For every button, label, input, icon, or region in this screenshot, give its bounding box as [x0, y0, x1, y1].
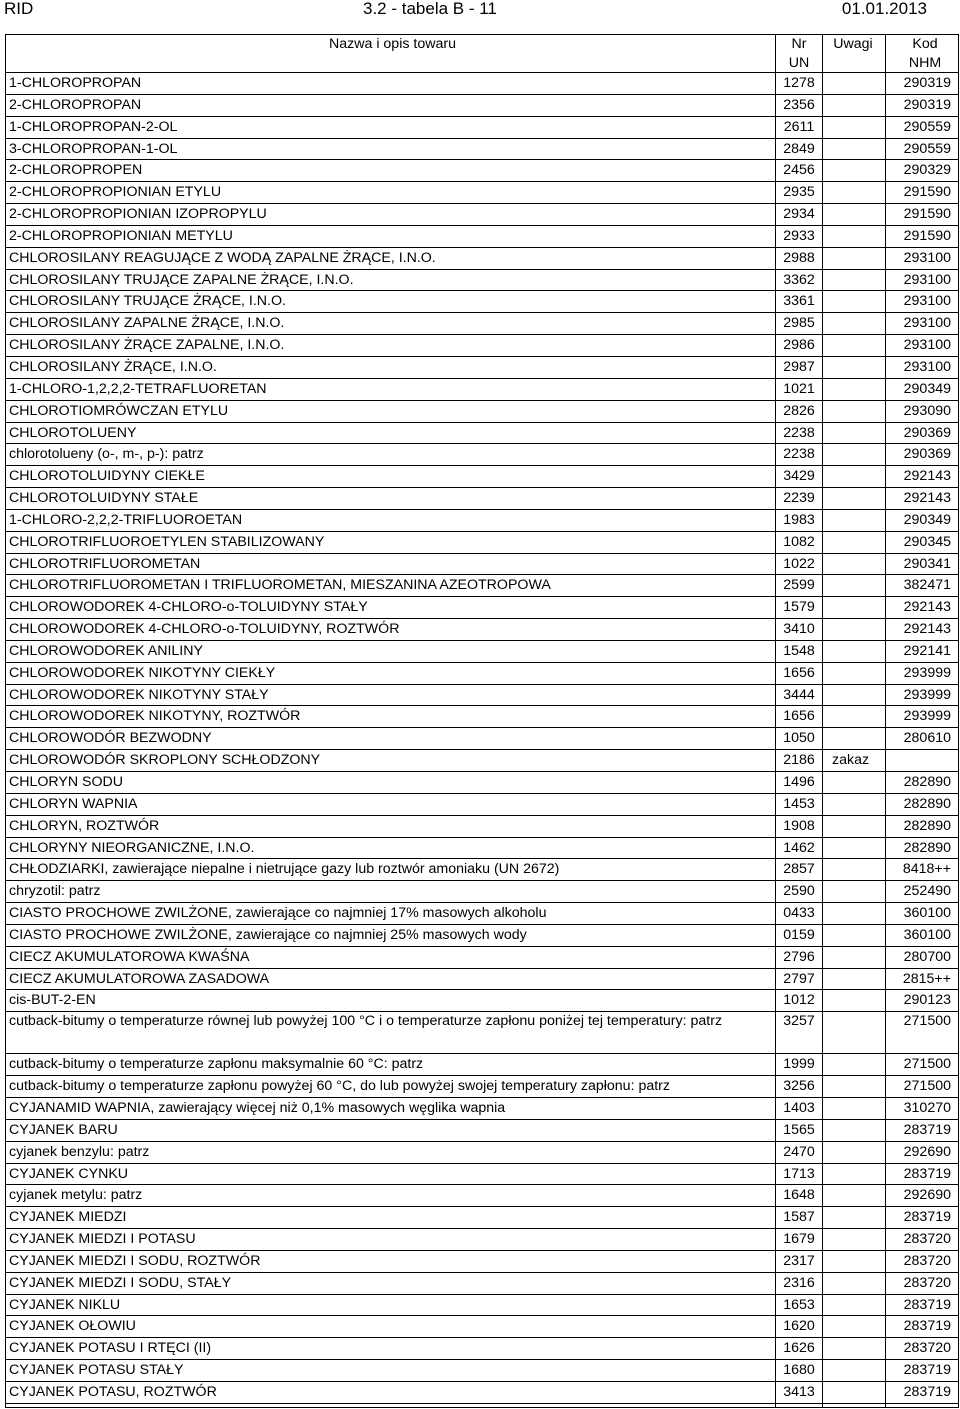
- cell-nr-un: 3257: [783, 1013, 815, 1030]
- cell-name: CIASTO PROCHOWE ZWILŻONE, zawierające co najmniej 25% masowych wody: [9, 926, 527, 943]
- cell-nr-un: 2849: [783, 140, 815, 157]
- cell-kod-nhm: 290369: [903, 446, 951, 463]
- cell-kod-nhm: 282890: [903, 817, 951, 834]
- col-nr-line2: UN: [788, 55, 810, 71]
- cell-name: 1-CHLOROPROPAN-2-OL: [9, 118, 178, 135]
- cell-kod-nhm: 290319: [903, 96, 951, 113]
- table-row: [5, 73, 959, 95]
- cell-uwagi: zakaz: [832, 752, 870, 769]
- cell-name: CIASTO PROCHOWE ZWILŻONE, zawierające co najmniej 17% masowych alkoholu: [9, 905, 547, 922]
- cell-nr-un: 2356: [783, 96, 815, 113]
- table-row: [5, 903, 959, 925]
- cell-name: CHLOROWODOREK NIKOTYNY STAŁY: [9, 686, 269, 703]
- cell-name: cutback-bitumy o temperaturze równej lub powyżej 100 °C i o temperaturze zapłonu poniżej tej temperatury: patrz: [9, 1013, 723, 1030]
- cell-name: 2-CHLOROPROPEN: [9, 162, 143, 179]
- cell-nr-un: 1012: [783, 992, 815, 1009]
- cell-name: 1-CHLORO-2,2,2-TRIFLUOROETAN: [9, 511, 243, 528]
- cell-kod-nhm: 282890: [903, 795, 951, 812]
- table-row: [5, 1229, 959, 1251]
- cell-nr-un: 1278: [783, 75, 815, 91]
- cell-name: CYJANEK MIEDZI: [9, 1209, 127, 1226]
- cell-nr-un: 2611: [783, 118, 815, 135]
- cell-kod-nhm: 293100: [903, 293, 951, 310]
- cell-name: CHLOROWODOREK 4-CHLORO-o-TOLUIDYNY, ROZTWÓR: [9, 621, 400, 638]
- cell-nr-un: 1022: [783, 555, 815, 572]
- cell-nr-un: 3361: [783, 293, 815, 310]
- cell-nr-un: 1653: [783, 1296, 815, 1313]
- cell-nr-un: 3444: [783, 686, 815, 703]
- cell-nr-un: 1587: [783, 1209, 815, 1226]
- cell-nr-un: 1021: [783, 380, 815, 397]
- cell-nr-un: 2934: [783, 206, 815, 223]
- cell-name: CHLOROWODOREK 4-CHLORO-o-TOLUIDYNY STAŁY: [9, 599, 368, 616]
- cell-kod-nhm: 292690: [903, 1143, 951, 1160]
- cell-nr-un: 2470: [783, 1143, 815, 1160]
- table-row: [5, 685, 959, 707]
- cell-kod-nhm: 8418++: [902, 861, 951, 878]
- table-row: [5, 859, 959, 881]
- table-row: [5, 1120, 959, 1142]
- cell-kod-nhm: 292143: [903, 621, 951, 638]
- cell-nr-un: 3256: [783, 1078, 815, 1095]
- cell-nr-un: 1620: [783, 1318, 815, 1335]
- cell-name: CYJANEK NIKLU: [9, 1296, 121, 1313]
- cell-nr-un: 1626: [783, 1340, 815, 1357]
- table-row: [5, 1251, 959, 1273]
- cell-kod-nhm: 292141: [903, 642, 951, 659]
- table-row: [5, 379, 959, 401]
- table-row: [5, 750, 959, 772]
- table-row: [5, 270, 959, 292]
- cell-name: CHLOROTRIFLUOROETYLEN STABILIZOWANY: [9, 533, 325, 550]
- cell-nr-un: 2857: [783, 861, 815, 878]
- cell-name: CHLOROTRIFLUOROMETAN: [9, 555, 201, 572]
- table-body: [5, 73, 959, 1404]
- table-row: [5, 357, 959, 379]
- table-row: [5, 1207, 959, 1229]
- cell-name: CHLOROTRIFLUOROMETAN I TRIFLUOROMETAN, MIESZANINA AZEOTROPOWA: [9, 577, 551, 594]
- cell-nr-un: 1679: [783, 1231, 815, 1248]
- table-row: [5, 925, 959, 947]
- cell-kod-nhm: 282890: [903, 774, 951, 790]
- cell-name: 2-CHLOROPROPIONIAN METYLU: [9, 227, 233, 244]
- cell-kod-nhm: 290345: [903, 533, 951, 550]
- table-row: [5, 1273, 959, 1295]
- cell-name: CHLOROSILANY REAGUJĄCE Z WODĄ ZAPALNE ŻRĄCE, I.N.O.: [9, 249, 436, 266]
- cell-name: CHLOROWODÓR BEZWODNY: [9, 730, 212, 747]
- table-row: [5, 554, 959, 576]
- table-row: [5, 95, 959, 117]
- table-row: [5, 641, 959, 663]
- cell-kod-nhm: 283719: [903, 1383, 951, 1400]
- col-kod-line2: NHM: [908, 55, 942, 71]
- col-kod-line1: Kod: [912, 36, 938, 52]
- cell-nr-un: 2988: [783, 249, 815, 266]
- cell-nr-un: 1462: [783, 839, 815, 856]
- table-row: [5, 160, 959, 182]
- table-row: [5, 335, 959, 357]
- cell-kod-nhm: 283720: [903, 1231, 951, 1248]
- cell-name: CHLORYN WAPNIA: [9, 795, 138, 812]
- table-row: [5, 139, 959, 161]
- cell-nr-un: 1983: [783, 511, 815, 528]
- cell-name: CYJANEK POTASU, ROZTWÓR: [9, 1383, 217, 1400]
- cell-name: CHLOROTOLUENY: [9, 424, 137, 441]
- cell-kod-nhm: 310270: [903, 1099, 951, 1116]
- cell-nr-un: 1565: [783, 1121, 815, 1138]
- cell-nr-un: 2985: [783, 315, 815, 332]
- cell-nr-un: 2796: [783, 948, 815, 965]
- table-row: [5, 1360, 959, 1382]
- cell-nr-un: 3429: [783, 468, 815, 485]
- cell-nr-un: 1050: [783, 730, 815, 747]
- table-row: [5, 1098, 959, 1120]
- table-row: [5, 226, 959, 248]
- table-row: [5, 728, 959, 750]
- cell-name: CHLOROWODOREK ANILINY: [9, 642, 203, 659]
- cell-kod-nhm: 290349: [903, 511, 951, 528]
- table-row: [5, 1316, 959, 1338]
- cell-name: 1-CHLOROPROPAN: [9, 75, 142, 91]
- cell-nr-un: 2316: [783, 1274, 815, 1291]
- cell-kod-nhm: 283719: [903, 1209, 951, 1226]
- table-row: [5, 401, 959, 423]
- cell-nr-un: 2239: [783, 490, 815, 507]
- cell-name: CHLORYN SODU: [9, 774, 124, 790]
- cell-kod-nhm: 283719: [903, 1362, 951, 1379]
- page-header: [0, 0, 960, 22]
- table-row: [5, 1076, 959, 1098]
- cell-kod-nhm: 293090: [903, 402, 951, 419]
- cell-name: CYJANEK MIEDZI I SODU, STAŁY: [9, 1274, 232, 1291]
- cell-nr-un: 3410: [783, 621, 815, 638]
- cell-nr-un: 2987: [783, 358, 815, 375]
- cell-name: CYJANAMID WAPNIA, zawierający więcej niż 0,1% masowych węglika wapnia: [9, 1099, 506, 1116]
- cell-nr-un: 1403: [783, 1099, 815, 1116]
- cell-kod-nhm: 293999: [903, 686, 951, 703]
- cell-kod-nhm: 283720: [903, 1274, 951, 1291]
- table-row: [5, 117, 959, 139]
- cell-name: cutback-bitumy o temperaturze zapłonu powyżej 60 °C, do lub powyżej swojej temperatury zapłonu: patrz: [9, 1078, 670, 1095]
- cell-kod-nhm: 292143: [903, 468, 951, 485]
- table-row: [5, 706, 959, 728]
- cell-kod-nhm: 271500: [903, 1013, 951, 1030]
- cell-kod-nhm: 283720: [903, 1252, 951, 1269]
- cell-nr-un: 2238: [783, 424, 815, 441]
- cell-kod-nhm: 291590: [903, 227, 951, 244]
- cell-name: 3-CHLOROPROPAN-1-OL: [9, 140, 178, 157]
- cell-kod-nhm: 292143: [903, 490, 951, 507]
- cell-name: 1-CHLORO-1,2,2,2-TETRAFLUORETAN: [9, 380, 267, 397]
- cell-kod-nhm: 293999: [903, 664, 951, 681]
- table-row: [5, 1054, 959, 1076]
- cell-nr-un: 2590: [783, 883, 815, 900]
- cell-kod-nhm: 290559: [903, 118, 951, 135]
- cell-name: CYJANEK CYNKU: [9, 1165, 129, 1182]
- cell-kod-nhm: 290329: [903, 162, 951, 179]
- cell-nr-un: 2317: [783, 1252, 815, 1269]
- cell-name: chryzotil: patrz: [9, 883, 101, 900]
- cell-nr-un: 3362: [783, 271, 815, 288]
- col-nr-header: [777, 35, 821, 73]
- table-row: [5, 575, 959, 597]
- col-name-header: Nazwa i opis towaru: [329, 36, 456, 52]
- cell-name: CHLOROTOLUIDYNY STAŁE: [9, 490, 199, 507]
- table-row: [5, 772, 959, 794]
- cell-kod-nhm: 293100: [903, 315, 951, 332]
- table-row: [5, 204, 959, 226]
- cell-nr-un: 2986: [783, 337, 815, 354]
- table-row: [5, 947, 959, 969]
- cell-kod-nhm: 293100: [903, 337, 951, 354]
- cell-name: CYJANEK OŁOWIU: [9, 1318, 136, 1335]
- cell-name: CHLOROWODÓR SKROPLONY SCHŁODZONY: [9, 752, 321, 769]
- table-row: [5, 488, 959, 510]
- cell-kod-nhm: 293100: [903, 358, 951, 375]
- cell-nr-un: 1082: [783, 533, 815, 550]
- cell-name: CYJANEK BARU: [9, 1121, 118, 1138]
- table-row: [5, 291, 959, 313]
- table-row: [5, 597, 959, 619]
- table-row: [5, 248, 959, 270]
- table-row: [5, 313, 959, 335]
- divider-nr: [775, 34, 776, 1408]
- col-kod-header: [895, 35, 955, 73]
- cell-name: CHLOROTIOMRÓWCZAN ETYLU: [9, 402, 229, 419]
- table-row: [5, 444, 959, 466]
- cell-kod-nhm: 291590: [903, 206, 951, 223]
- cell-kod-nhm: 293100: [903, 249, 951, 266]
- table-row: [5, 182, 959, 204]
- cell-name: CHLOROSILANY TRUJĄCE ZAPALNE ŻRĄCE, I.N.O.: [9, 271, 354, 288]
- cell-kod-nhm: 290341: [903, 555, 951, 572]
- table-row: [5, 969, 959, 991]
- cell-kod-nhm: 252490: [903, 883, 951, 900]
- cell-nr-un: 2456: [783, 162, 815, 179]
- cell-name: CYJANEK MIEDZI I POTASU: [9, 1231, 196, 1248]
- cell-kod-nhm: 282890: [903, 839, 951, 856]
- table-row: [5, 619, 959, 641]
- table-row: [5, 1382, 959, 1404]
- cell-nr-un: 1656: [783, 664, 815, 681]
- cell-name: CHLORYNY NIEORGANICZNE, I.N.O.: [9, 839, 255, 856]
- cell-kod-nhm: 293999: [903, 708, 951, 725]
- cell-kod-nhm: 283719: [903, 1296, 951, 1313]
- table-row: [5, 794, 959, 816]
- table-row: [5, 816, 959, 838]
- cell-kod-nhm: 292143: [903, 599, 951, 616]
- cell-kod-nhm: 283719: [903, 1165, 951, 1182]
- cell-kod-nhm: 291590: [903, 184, 951, 201]
- cell-kod-nhm: 290319: [903, 75, 951, 91]
- cell-kod-nhm: 2815++: [902, 970, 951, 987]
- table-row: [5, 1338, 959, 1360]
- table-row: [5, 423, 959, 445]
- cell-nr-un: 1713: [783, 1165, 815, 1182]
- cell-kod-nhm: 290559: [903, 140, 951, 157]
- cell-nr-un: 2933: [783, 227, 815, 244]
- cell-nr-un: 1656: [783, 708, 815, 725]
- cell-name: CHLOROSILANY ŻRĄCE ZAPALNE, I.N.O.: [9, 337, 285, 354]
- cell-kod-nhm: 360100: [903, 926, 951, 943]
- cell-nr-un: 2935: [783, 184, 815, 201]
- cell-nr-un: 2826: [783, 402, 815, 419]
- cell-nr-un: 2186: [783, 752, 815, 769]
- cell-nr-un: 3413: [783, 1383, 815, 1400]
- table-row: [5, 838, 959, 860]
- cell-name: CHŁODZIARKI, zawierające niepalne i nietrujące gazy lub roztwór amoniaku (UN 2672): [9, 861, 560, 878]
- table-row: [5, 510, 959, 532]
- cell-nr-un: 1680: [783, 1362, 815, 1379]
- cell-kod-nhm: 360100: [903, 905, 951, 922]
- cell-kod-nhm: 283719: [903, 1318, 951, 1335]
- cell-name: cyjanek metylu: patrz: [9, 1187, 143, 1204]
- cell-kod-nhm: 283720: [903, 1340, 951, 1357]
- divider-uwagi: [822, 34, 823, 1408]
- goods-table: [5, 34, 959, 1404]
- divider-kod: [885, 34, 886, 1408]
- table-row: [5, 990, 959, 1012]
- cell-kod-nhm: 280700: [903, 948, 951, 965]
- cell-kod-nhm: 271500: [903, 1056, 951, 1073]
- cell-kod-nhm: 293100: [903, 271, 951, 288]
- cell-kod-nhm: 271500: [903, 1078, 951, 1095]
- cell-nr-un: 0159: [783, 926, 815, 943]
- cell-name: cis-BUT-2-EN: [9, 992, 96, 1009]
- cell-nr-un: 0433: [783, 905, 815, 922]
- table-row: [5, 532, 959, 554]
- cell-name: 2-CHLOROPROPAN: [9, 96, 142, 113]
- cell-name: CHLOROWODOREK NIKOTYNY, ROZTWÓR: [9, 708, 301, 725]
- table-header: [5, 34, 959, 73]
- cell-name: CYJANEK POTASU STAŁY: [9, 1362, 184, 1379]
- header-date: 01.01.2013: [841, 0, 927, 18]
- header-left: RID: [4, 0, 34, 18]
- cell-kod-nhm: 290123: [903, 992, 951, 1009]
- cell-name: CIECZ AKUMULATOROWA ZASADOWA: [9, 970, 270, 987]
- cell-name: CHLOROTOLUIDYNY CIEKŁE: [9, 468, 205, 485]
- col-nr-line1: Nr: [791, 36, 807, 52]
- table-row: [5, 663, 959, 685]
- cell-name: CHLOROSILANY TRUJĄCE ŻRĄCE, I.N.O.: [9, 293, 286, 310]
- cell-name: 2-CHLOROPROPIONIAN IZOPROPYLU: [9, 206, 267, 223]
- cell-name: CYJANEK POTASU I RTĘCI (II): [9, 1340, 212, 1357]
- cell-name: cyjanek benzylu: patrz: [9, 1143, 150, 1160]
- cell-name: CHLOROWODOREK NIKOTYNY CIEKŁY: [9, 664, 276, 681]
- cell-kod-nhm: 280610: [903, 730, 951, 747]
- cell-name: CYJANEK MIEDZI I SODU, ROZTWÓR: [9, 1252, 261, 1269]
- cell-name: CHLOROSILANY ZAPALNE ŻRĄCE, I.N.O.: [9, 315, 285, 332]
- table-row: [5, 1185, 959, 1207]
- cell-nr-un: 1579: [783, 599, 815, 616]
- cell-nr-un: 1453: [783, 795, 815, 812]
- col-uwagi-header: Uwagi: [833, 36, 873, 52]
- cell-nr-un: 1648: [783, 1187, 815, 1204]
- cell-name: CHLORYN, ROZTWÓR: [9, 817, 160, 834]
- cell-kod-nhm: 290369: [903, 424, 951, 441]
- cell-kod-nhm: 292690: [903, 1187, 951, 1204]
- cell-nr-un: 1548: [783, 642, 815, 659]
- cell-name: 2-CHLOROPROPIONIAN ETYLU: [9, 184, 222, 201]
- cell-nr-un: 2797: [783, 970, 815, 987]
- cell-nr-un: 1999: [783, 1056, 815, 1073]
- cell-nr-un: 2599: [783, 577, 815, 594]
- cell-name: cutback-bitumy o temperaturze zapłonu maksymalnie 60 °C: patrz: [9, 1056, 424, 1073]
- table-row: [5, 466, 959, 488]
- header-center: 3.2 - tabela B - 11: [363, 0, 497, 18]
- cell-nr-un: 1908: [783, 817, 815, 834]
- table-row: [5, 1142, 959, 1164]
- cell-kod-nhm: 382471: [903, 577, 951, 594]
- table-row: [5, 881, 959, 903]
- table-row: [5, 1012, 959, 1054]
- table-row: [5, 1295, 959, 1317]
- cell-nr-un: 2238: [783, 446, 815, 463]
- cell-nr-un: 1496: [783, 774, 815, 790]
- cell-kod-nhm: 290349: [903, 380, 951, 397]
- cell-name: chlorotolueny (o-, m-, p-): patrz: [9, 446, 204, 463]
- cell-name: CHLOROSILANY ŻRĄCE, I.N.O.: [9, 358, 217, 375]
- cell-kod-nhm: 283719: [903, 1121, 951, 1138]
- table-row: [5, 1164, 959, 1186]
- cell-name: CIECZ AKUMULATOROWA KWAŚNA: [9, 948, 250, 965]
